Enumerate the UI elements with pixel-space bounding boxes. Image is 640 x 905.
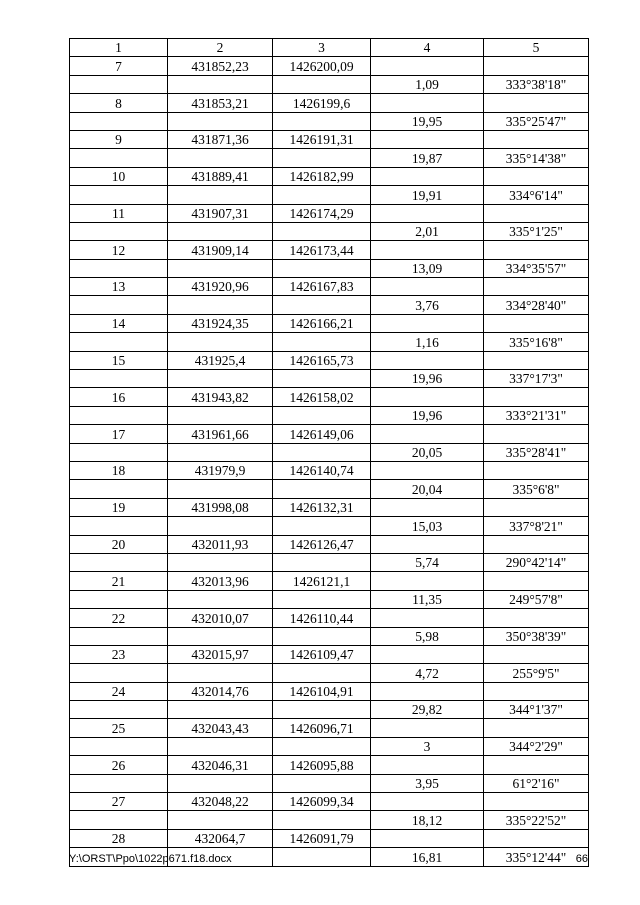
- x-coordinate-cell: 431907,31: [168, 204, 273, 222]
- direction-angle-cell: 335°22'52": [484, 811, 589, 829]
- x-coordinate-cell: 431852,23: [168, 57, 273, 75]
- empty-cell: [168, 811, 273, 829]
- y-coordinate-cell: 1426121,1: [273, 572, 371, 590]
- empty-cell: [484, 756, 589, 774]
- x-coordinate-cell: 432048,22: [168, 793, 273, 811]
- empty-cell: [273, 112, 371, 130]
- empty-cell: [168, 370, 273, 388]
- y-coordinate-cell: 1426132,31: [273, 498, 371, 516]
- x-coordinate-cell: 431924,35: [168, 314, 273, 332]
- segment-row: [70, 112, 589, 130]
- x-coordinate-cell: 431889,41: [168, 167, 273, 185]
- distance-cell: 13,09: [371, 259, 484, 277]
- direction-angle-cell: 290°42'14": [484, 553, 589, 571]
- segment-row: [70, 553, 589, 571]
- empty-cell: [273, 553, 371, 571]
- point-number-cell: 28: [70, 829, 168, 847]
- empty-cell: [484, 535, 589, 553]
- distance-cell: 11,35: [371, 590, 484, 608]
- segment-row: [70, 627, 589, 645]
- point-number-cell: 26: [70, 756, 168, 774]
- x-coordinate-cell: 431909,14: [168, 241, 273, 259]
- empty-cell: [168, 443, 273, 461]
- empty-cell: [168, 75, 273, 93]
- direction-angle-cell: 61°2'16": [484, 774, 589, 792]
- empty-cell: [371, 535, 484, 553]
- empty-cell: [168, 222, 273, 240]
- direction-angle-cell: 350°38'39": [484, 627, 589, 645]
- x-coordinate-cell: 432010,07: [168, 609, 273, 627]
- empty-cell: [70, 296, 168, 314]
- x-coordinate-cell: 431943,82: [168, 388, 273, 406]
- segment-row: [70, 222, 589, 240]
- direction-angle-cell: 335°28'41": [484, 443, 589, 461]
- empty-cell: [484, 204, 589, 222]
- distance-cell: 19,96: [371, 370, 484, 388]
- x-coordinate-cell: 432015,97: [168, 645, 273, 663]
- empty-cell: [371, 756, 484, 774]
- empty-cell: [484, 572, 589, 590]
- y-coordinate-cell: 1426174,29: [273, 204, 371, 222]
- empty-cell: [273, 701, 371, 719]
- direction-angle-cell: 335°25'47": [484, 112, 589, 130]
- segment-row: [70, 443, 589, 461]
- column-header: 1: [70, 39, 168, 57]
- point-row: [70, 167, 589, 185]
- point-row: [70, 204, 589, 222]
- distance-cell: 3,76: [371, 296, 484, 314]
- point-number-cell: 17: [70, 425, 168, 443]
- empty-cell: [273, 811, 371, 829]
- distance-cell: 20,04: [371, 480, 484, 498]
- x-coordinate-cell: 431871,36: [168, 130, 273, 148]
- empty-cell: [273, 443, 371, 461]
- y-coordinate-cell: 1426149,06: [273, 425, 371, 443]
- direction-angle-cell: 344°2'29": [484, 737, 589, 755]
- y-coordinate-cell: 1426165,73: [273, 351, 371, 369]
- point-row: [70, 278, 589, 296]
- empty-cell: [371, 829, 484, 847]
- x-coordinate-cell: 431925,4: [168, 351, 273, 369]
- empty-cell: [484, 645, 589, 663]
- empty-cell: [70, 149, 168, 167]
- empty-cell: [70, 186, 168, 204]
- table-body: [70, 57, 589, 866]
- empty-cell: [371, 425, 484, 443]
- distance-cell: 16,81: [371, 848, 484, 866]
- empty-cell: [168, 186, 273, 204]
- empty-cell: [484, 719, 589, 737]
- empty-cell: [70, 406, 168, 424]
- empty-cell: [371, 793, 484, 811]
- point-number-cell: 24: [70, 682, 168, 700]
- empty-cell: [484, 351, 589, 369]
- x-coordinate-cell: 432011,93: [168, 535, 273, 553]
- empty-cell: [371, 278, 484, 296]
- direction-angle-cell: 333°38'18": [484, 75, 589, 93]
- y-coordinate-cell: 1426158,02: [273, 388, 371, 406]
- y-coordinate-cell: 1426099,34: [273, 793, 371, 811]
- x-coordinate-cell: 431961,66: [168, 425, 273, 443]
- empty-cell: [484, 130, 589, 148]
- point-row: [70, 130, 589, 148]
- empty-cell: [168, 406, 273, 424]
- empty-cell: [168, 259, 273, 277]
- distance-cell: 19,87: [371, 149, 484, 167]
- segment-row: [70, 590, 589, 608]
- empty-cell: [371, 94, 484, 112]
- y-coordinate-cell: 1426191,31: [273, 130, 371, 148]
- y-coordinate-cell: 1426200,09: [273, 57, 371, 75]
- column-header: 5: [484, 39, 589, 57]
- table-header-row: [70, 39, 589, 57]
- y-coordinate-cell: 1426091,79: [273, 829, 371, 847]
- direction-angle-cell: 344°1'37": [484, 701, 589, 719]
- empty-cell: [484, 829, 589, 847]
- point-row: [70, 793, 589, 811]
- direction-angle-cell: 334°6'14": [484, 186, 589, 204]
- x-coordinate-cell: 432013,96: [168, 572, 273, 590]
- empty-cell: [70, 75, 168, 93]
- x-coordinate-cell: 432043,43: [168, 719, 273, 737]
- point-number-cell: 21: [70, 572, 168, 590]
- point-number-cell: 27: [70, 793, 168, 811]
- segment-row: [70, 737, 589, 755]
- empty-cell: [70, 443, 168, 461]
- point-row: [70, 682, 589, 700]
- empty-cell: [70, 590, 168, 608]
- segment-row: [70, 811, 589, 829]
- column-header: 2: [168, 39, 273, 57]
- empty-cell: [273, 517, 371, 535]
- empty-cell: [484, 314, 589, 332]
- point-number-cell: 25: [70, 719, 168, 737]
- point-row: [70, 572, 589, 590]
- y-coordinate-cell: 1426167,83: [273, 278, 371, 296]
- y-coordinate-cell: 1426104,91: [273, 682, 371, 700]
- y-coordinate-cell: 1426199,6: [273, 94, 371, 112]
- x-coordinate-cell: 431920,96: [168, 278, 273, 296]
- y-coordinate-cell: 1426109,47: [273, 645, 371, 663]
- empty-cell: [168, 333, 273, 351]
- direction-angle-cell: 334°28'40": [484, 296, 589, 314]
- empty-cell: [70, 811, 168, 829]
- empty-cell: [371, 645, 484, 663]
- empty-cell: [484, 425, 589, 443]
- y-coordinate-cell: 1426173,44: [273, 241, 371, 259]
- empty-cell: [168, 737, 273, 755]
- point-row: [70, 829, 589, 847]
- empty-cell: [70, 480, 168, 498]
- segment-row: [70, 259, 589, 277]
- point-row: [70, 351, 589, 369]
- empty-cell: [371, 57, 484, 75]
- segment-row: [70, 333, 589, 351]
- point-row: [70, 609, 589, 627]
- direction-angle-cell: 255°9'5": [484, 664, 589, 682]
- point-row: [70, 535, 589, 553]
- x-coordinate-cell: 431998,08: [168, 498, 273, 516]
- distance-cell: 5,98: [371, 627, 484, 645]
- empty-cell: [371, 314, 484, 332]
- point-row: [70, 756, 589, 774]
- y-coordinate-cell: 1426182,99: [273, 167, 371, 185]
- empty-cell: [273, 186, 371, 204]
- empty-cell: [484, 94, 589, 112]
- distance-cell: 29,82: [371, 701, 484, 719]
- empty-cell: [70, 370, 168, 388]
- empty-cell: [484, 609, 589, 627]
- distance-cell: 15,03: [371, 517, 484, 535]
- empty-cell: [70, 553, 168, 571]
- direction-angle-cell: 333°21'31": [484, 406, 589, 424]
- empty-cell: [273, 664, 371, 682]
- empty-cell: [371, 682, 484, 700]
- empty-cell: [70, 333, 168, 351]
- point-row: [70, 461, 589, 479]
- empty-cell: [484, 498, 589, 516]
- point-number-cell: 20: [70, 535, 168, 553]
- point-number-cell: 8: [70, 94, 168, 112]
- empty-cell: [70, 701, 168, 719]
- empty-cell: [273, 149, 371, 167]
- empty-cell: [273, 296, 371, 314]
- empty-cell: [484, 278, 589, 296]
- segment-row: [70, 149, 589, 167]
- empty-cell: [70, 664, 168, 682]
- empty-cell: [484, 241, 589, 259]
- distance-cell: 19,96: [371, 406, 484, 424]
- empty-cell: [168, 149, 273, 167]
- footer-file-path: Y:\ORST\Ppo\1022p671.f18.docx: [69, 853, 232, 865]
- empty-cell: [371, 388, 484, 406]
- distance-cell: 3,95: [371, 774, 484, 792]
- y-coordinate-cell: 1426095,88: [273, 756, 371, 774]
- empty-cell: [168, 296, 273, 314]
- segment-row: [70, 517, 589, 535]
- point-row: [70, 94, 589, 112]
- empty-cell: [371, 572, 484, 590]
- direction-angle-cell: 249°57'8": [484, 590, 589, 608]
- distance-cell: 1,09: [371, 75, 484, 93]
- distance-cell: 2,01: [371, 222, 484, 240]
- empty-cell: [273, 590, 371, 608]
- point-row: [70, 241, 589, 259]
- empty-cell: [273, 406, 371, 424]
- column-header: 3: [273, 39, 371, 57]
- point-row: [70, 498, 589, 516]
- point-number-cell: 12: [70, 241, 168, 259]
- point-row: [70, 645, 589, 663]
- y-coordinate-cell: 1426126,47: [273, 535, 371, 553]
- empty-cell: [273, 75, 371, 93]
- empty-cell: [371, 461, 484, 479]
- empty-cell: [168, 774, 273, 792]
- empty-cell: [273, 480, 371, 498]
- empty-cell: [168, 627, 273, 645]
- empty-cell: [168, 664, 273, 682]
- empty-cell: [484, 461, 589, 479]
- point-number-cell: 23: [70, 645, 168, 663]
- point-number-cell: 7: [70, 57, 168, 75]
- point-row: [70, 719, 589, 737]
- point-number-cell: 10: [70, 167, 168, 185]
- empty-cell: [484, 682, 589, 700]
- distance-cell: 20,05: [371, 443, 484, 461]
- point-number-cell: 11: [70, 204, 168, 222]
- empty-cell: [371, 130, 484, 148]
- distance-cell: 4,72: [371, 664, 484, 682]
- point-number-cell: 18: [70, 461, 168, 479]
- x-coordinate-cell: 432014,76: [168, 682, 273, 700]
- empty-cell: [70, 774, 168, 792]
- distance-cell: 3: [371, 737, 484, 755]
- distance-cell: 19,95: [371, 112, 484, 130]
- direction-angle-cell: 335°6'8": [484, 480, 589, 498]
- empty-cell: [168, 517, 273, 535]
- segment-row: [70, 406, 589, 424]
- point-number-cell: 15: [70, 351, 168, 369]
- empty-cell: [273, 370, 371, 388]
- point-number-cell: 14: [70, 314, 168, 332]
- x-coordinate-cell: 431979,9: [168, 461, 273, 479]
- direction-angle-cell: 335°16'8": [484, 333, 589, 351]
- empty-cell: [70, 627, 168, 645]
- point-row: [70, 388, 589, 406]
- distance-cell: 1,16: [371, 333, 484, 351]
- empty-cell: [273, 737, 371, 755]
- empty-cell: [484, 388, 589, 406]
- empty-cell: [371, 498, 484, 516]
- point-number-cell: 16: [70, 388, 168, 406]
- empty-cell: [70, 112, 168, 130]
- point-number-cell: 9: [70, 130, 168, 148]
- footer-page-number: 66: [575, 853, 588, 865]
- coordinates-table: [69, 38, 589, 867]
- empty-cell: [273, 259, 371, 277]
- empty-cell: [168, 701, 273, 719]
- empty-cell: [168, 553, 273, 571]
- empty-cell: [273, 627, 371, 645]
- segment-row: [70, 774, 589, 792]
- segment-row: [70, 701, 589, 719]
- y-coordinate-cell: 1426110,44: [273, 609, 371, 627]
- empty-cell: [371, 167, 484, 185]
- segment-row: [70, 75, 589, 93]
- x-coordinate-cell: 432064,7: [168, 829, 273, 847]
- direction-angle-cell: 335°14'38": [484, 149, 589, 167]
- segment-row: [70, 370, 589, 388]
- distance-cell: 18,12: [371, 811, 484, 829]
- point-number-cell: 22: [70, 609, 168, 627]
- empty-cell: [484, 57, 589, 75]
- direction-angle-cell: 334°35'57": [484, 259, 589, 277]
- empty-cell: [484, 793, 589, 811]
- column-header: 4: [371, 39, 484, 57]
- x-coordinate-cell: 431853,21: [168, 94, 273, 112]
- empty-cell: [70, 737, 168, 755]
- distance-cell: 19,91: [371, 186, 484, 204]
- distance-cell: 5,74: [371, 553, 484, 571]
- empty-cell: [273, 333, 371, 351]
- empty-cell: [70, 222, 168, 240]
- segment-row: [70, 664, 589, 682]
- direction-angle-cell: 337°17'3": [484, 370, 589, 388]
- segment-row: [70, 480, 589, 498]
- empty-cell: [273, 774, 371, 792]
- empty-cell: [168, 480, 273, 498]
- empty-cell: [371, 204, 484, 222]
- segment-row: [70, 186, 589, 204]
- point-number-cell: 13: [70, 278, 168, 296]
- y-coordinate-cell: 1426096,71: [273, 719, 371, 737]
- y-coordinate-cell: 1426140,74: [273, 461, 371, 479]
- point-row: [70, 57, 589, 75]
- point-row: [70, 314, 589, 332]
- empty-cell: [70, 259, 168, 277]
- empty-cell: [273, 848, 371, 866]
- direction-angle-cell: 335°12'44": [484, 848, 589, 866]
- empty-cell: [273, 222, 371, 240]
- empty-cell: [371, 609, 484, 627]
- point-row: [70, 425, 589, 443]
- y-coordinate-cell: 1426166,21: [273, 314, 371, 332]
- empty-cell: [371, 241, 484, 259]
- empty-cell: [168, 112, 273, 130]
- empty-cell: [484, 167, 589, 185]
- direction-angle-cell: 335°1'25": [484, 222, 589, 240]
- empty-cell: [371, 719, 484, 737]
- segment-row: [70, 296, 589, 314]
- x-coordinate-cell: 432046,31: [168, 756, 273, 774]
- empty-cell: [70, 517, 168, 535]
- point-number-cell: 19: [70, 498, 168, 516]
- empty-cell: [168, 590, 273, 608]
- empty-cell: [371, 351, 484, 369]
- direction-angle-cell: 337°8'21": [484, 517, 589, 535]
